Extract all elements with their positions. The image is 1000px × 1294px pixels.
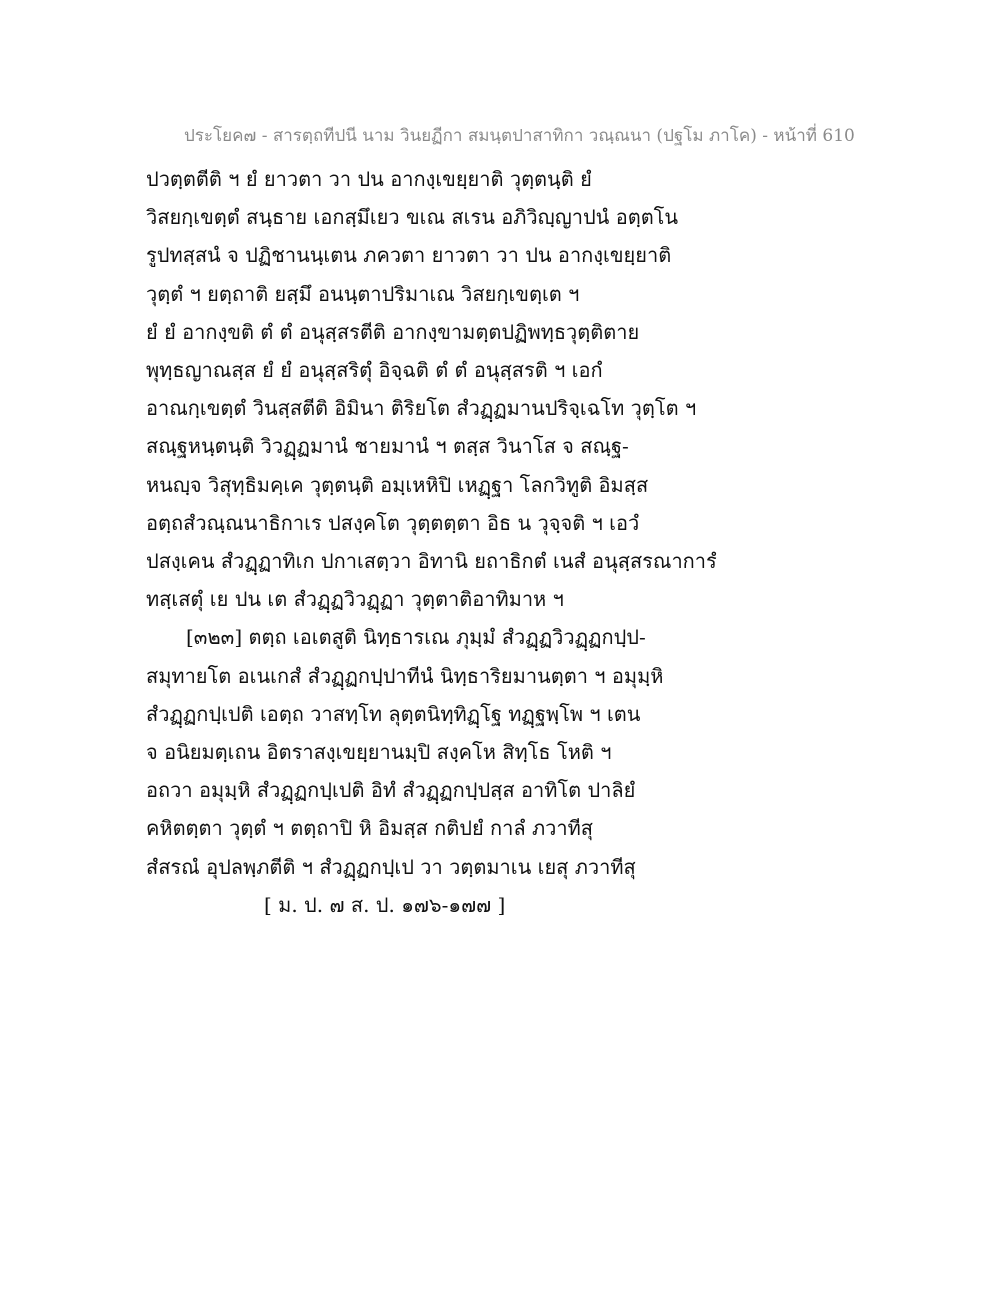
text-line: วุตฺตํ ฯ ยตฺถาติ ยสฺมึ อนนฺตาปริมาเณ วิสยกฺเขตฺเต ฯ (146, 281, 580, 306)
text-line: พุทฺธญาณสฺส ยํ ยํ อนุสฺสริตุํ อิจฺฉติ ตํ ตํ อนุสฺสรติ ฯ เอกํ (146, 358, 603, 383)
text-line: อาณกฺเขตฺตํ วินสฺสตีติ อิมินา ติริยโต สํวฏฺฏมานปริจฺเฉโท วุตฺโต ฯ (146, 396, 697, 421)
page-reference: [ ม. ป. ๗ ส. ป. ๑๗๖-๑๗๗ ] (264, 892, 506, 917)
text-line: ปสงฺเคน สํวฏฺฏาทิเก ปกาเสตฺวา อิทานิ ยถาธิกตํ เนสํ อนุสฺสรณาการํ (146, 549, 717, 574)
text-line: คหิตตฺตา วุตฺตํ ฯ ตตฺถาปิ หิ อิมสฺส กติปยํ กาลํ ภวาทีสุ (146, 816, 594, 841)
text-line: วิสยกฺเขตฺตํ สนฺธาย เอกสฺมึเยว ขเณ สเรน อภิวิญฺญาปนํ อตฺตโน (146, 205, 679, 230)
text-line: หนญฺจ วิสุทฺธิมคฺเค วุตฺตนฺติ อมฺเหหิปิ เหฏฺฐา โลกวิทูติ อิมสฺส (146, 472, 649, 497)
text-line: สณฺฐหนฺตนฺติ วิวฏฺฏมานํ ชายมานํ ฯ ตสฺส วินาโส จ สณฺฐ- (146, 434, 629, 459)
text-line: ยํ ยํ อากงฺขติ ตํ ตํ อนุสฺสรตีติ อากงฺขามตฺตปฏิพทฺธวุตฺติตาย (146, 319, 640, 344)
paragraph-number-line: [๓๒๓] ตตฺถ เอเตสูติ นิทฺธารเณ ภุมฺมํ สํวฏฺฏวิวฏฺฏกปฺป- (186, 625, 646, 650)
running-header: ประโยค๗ - สารตฺถทีปนี นาม วินยฏีกา สมนฺตปาสาทิกา วณฺณนา (ปฐโม ภาโค) - หน้าที่ 610 (184, 126, 855, 146)
text-line: สํวฏฺฏกปฺเปติ เอตฺถ วาสทฺโท ลุตฺตนิทฺทิฏฺโฐ ทฏฺฐพฺโพ ฯ เตน (146, 701, 641, 726)
text-line: อถวา อมุมฺหิ สํวฏฺฏกปฺเปติ อิทํ สํวฏฺฏกปฺปสฺส อาทิโต ปาลิยํ (146, 778, 636, 803)
text-line: ปวตฺตตีติ ฯ ยํ ยาวตา วา ปน อากงฺเขยฺยาติ วุตฺตนฺติ ยํ (146, 167, 592, 191)
body-text (146, 160, 866, 924)
text-line: สมุทายโต อเนเกสํ สํวฏฺฏกปฺปาทีนํ นิทฺธาริยมานตฺตา ฯ อมุมฺหิ (146, 663, 664, 688)
text-line: อตฺถสํวณฺณนาธิกาเร ปสงฺคโต วุตฺตตฺตา อิธ น วุจฺจติ ฯ เอวํ (146, 510, 640, 535)
text-line: สํสรณํ อุปลพฺภตีติ ฯ สํวฏฺฏกปฺเป วา วตฺตมาเน เยสุ ภวาทีสุ (146, 854, 636, 879)
text-line: รูปทสฺสนํ จ ปฏิชานนฺเตน ภควตา ยาวตา วา ปน อากงฺเขยฺยาติ (146, 243, 672, 268)
text-line: ทสฺเสตุํ เย ปน เต สํวฏฺฏวิวฏฺฏา วุตฺตาติอาทิมาห ฯ (146, 587, 564, 612)
text-line: จ อนิยมตฺเถน อิตราสงฺเขยฺยานมฺปิ สงฺคโห สิทฺโธ โหติ ฯ (146, 740, 612, 765)
